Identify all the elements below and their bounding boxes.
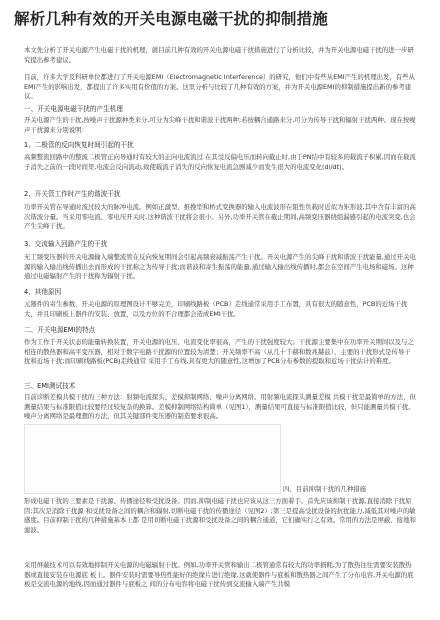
- document-title: 解析几种有效的开关电源电磁干扰的抑制措施: [14, 10, 329, 28]
- intro-paragraph: [24, 46, 416, 65]
- figure-placeholder: [24, 424, 281, 494]
- subsection-1-4-heading: 4、其他原因: [24, 288, 62, 296]
- paragraph-1-text: 目前，许多大学及科研单位都进行了开关电源EMI（Electromagnetic Interference）的研究，他们中有些从EMI产生的机理出发，有些从EMI产生的影响出发，都提出了许多实用有价值的方案。这里分析与比较了几种有效的方案，并为开关电源EMI的抑制措施提出新的参考建议。: [24, 73, 415, 101]
- subsection-1-2-text: 功率开关管在导通时流过较大的脉冲电流。例如正激型、推挽型和桥式变换器的输入电流波形在阻性负载时近似为矩形波,其中含有丰富的高次谐波分量。当采用零电流、零电压开关时,这种谐波干扰将会很小。另外,功率开关管在截止期间,高频变压器绕组漏感引起的电流突变,也会产生尖峰干扰。: [24, 203, 416, 231]
- subsection-1-2-heading: 2、开关管工作时产生的谐波干扰: [24, 190, 121, 198]
- subsection-1-3-text: 无工频变压器的开关电源输入端整流管在反向恢复期间会引起高频衰减振荡产生干扰。开关电源产生的尖峰干扰和谐波干扰能量,通过开关电源的输入输出线传播出去而形成的干扰称之为传导干扰;而谐波和寄生振荡的能量,通过输入输出线传播时,都会在空间产生电场和磁场。这种通过电磁辐射产生的干扰称为辐射干扰。: [24, 253, 416, 281]
- intro-text: 本文先分析了开关电源产生电磁干扰的机理，就目前几种有效的开关电源电磁干扰措施进行了分析比较，并为开关电源电磁干扰的进一步研究提出参考建议。: [24, 46, 414, 64]
- section-3-heading: 三、EMI测试技术: [24, 382, 76, 390]
- paragraph-1: [24, 73, 416, 102]
- figure-caption: 四、目前抑制干扰的几种措施: [283, 485, 367, 493]
- section-2-heading: 二、开关电源EMI的特点: [24, 326, 96, 334]
- subsection-1-4-text: 元器件的寄生参数，开关电源的原理图设计不够完美，印刷线路板（PCB）走线通常采用手工布置，具有很大的随意性，PCB的近场干扰大，并且印刷板上器件的安装、放置，以及方位的不合理都会造成EMI干扰。: [24, 300, 408, 318]
- subsection-1-1-heading: 1、二极管的反向恢复时间引起的干扰: [24, 141, 134, 149]
- section-1-text: 开关电源产生的干扰,按噪声干扰源种类来分,可分为尖峰干扰和谐波干扰两种;若按耦合通路来分,可分为传导干扰和辐射干扰两种。现在按噪声干扰源来分别说明：: [24, 116, 416, 134]
- section-2-text: 作为工作于开关状态的能量转换装置，开关电源的电压、电流变化率很高，产生的干扰强度较大；干扰源主要集中在功率开关期间以及与之相连的散热器和高平变压器，相对于数字电路干扰源的位置较为清楚；开关频率不高（从几十千赫和数兆赫兹），主要的干扰形式是传导干扰和近场干扰;而印刷线路板(PCB)走线通常 采用手工布线,具有更大的随意性,这增加了PCB分布参数的提取和近场干扰估计的难度。: [24, 338, 414, 366]
- section-3-text: 目前诊断差模共模干扰的三种方法：射频电流探头、差模抑制网络、噪声分离网络。用射频电流探头测量差模 共模干扰是最简单的方法，但测量结果与标准限值比较要经过较复杂的换算。差模抑制网络结构简单（见图1），测量结果可直接与标准限值比较，但只能测量共模干扰。噪声分离网络是最理想的方法，但其关键部件变压器的制造要求很高。: [24, 393, 416, 421]
- subsection-1-1-text: 高频整流回路中的整流二极管正向导通时有较大的正向电流流过.在其受反偏电压而转向截止时,由于PN结中有较多的载流子积累,因而在载流子消失之前的一段时间里,电流会反向流动,致使载流子消失的反向恢复电流急剧减少而发生很大的电流变化(di/dt)。: [24, 153, 416, 171]
- subsection-1-3-heading: 3、交流输入回路产生的干扰: [24, 240, 108, 248]
- section-4-text: 形成电磁干扰的三要素是干扰源、传播途径和受扰设备。因而,抑制电磁干扰也应该从这三方面着手。首先应该抑制干扰源,直接消除干扰原因;其次是消除干扰源 和受扰设备之间的耦合和辐射,切断电磁干扰的传播途径（见图2）;第三是提高受扰设备的抗扰能力,减低其对噪声的敏感度。目前抑制干扰的几种措施基本上都 是用切断电磁干扰源和受扰设备之间的耦合通道，它们确实行之有效。常用的方法是屏蔽、接地和滤波。: [24, 497, 416, 534]
- section-4-text-2: 采用屏蔽技术可以有效地抑制开关电源的电磁辐射干扰。例如,功率开关管和输出二极管通常有较大的功率损耗,为了散热往往需要安装散热器或直接安装在电源底 板上。器件安装时需要导热性能好的绝缘片进行绝缘,这就使器件与底板和散热器之间产生了分布电容,开关电源的底板是交流电源的地线,因而通过器件与底板之 间的分布电容将电磁干扰传到交流输入端产生共模: [24, 561, 414, 589]
- section-1-heading: 一、开关电源电磁干扰的产生机理: [24, 105, 123, 113]
